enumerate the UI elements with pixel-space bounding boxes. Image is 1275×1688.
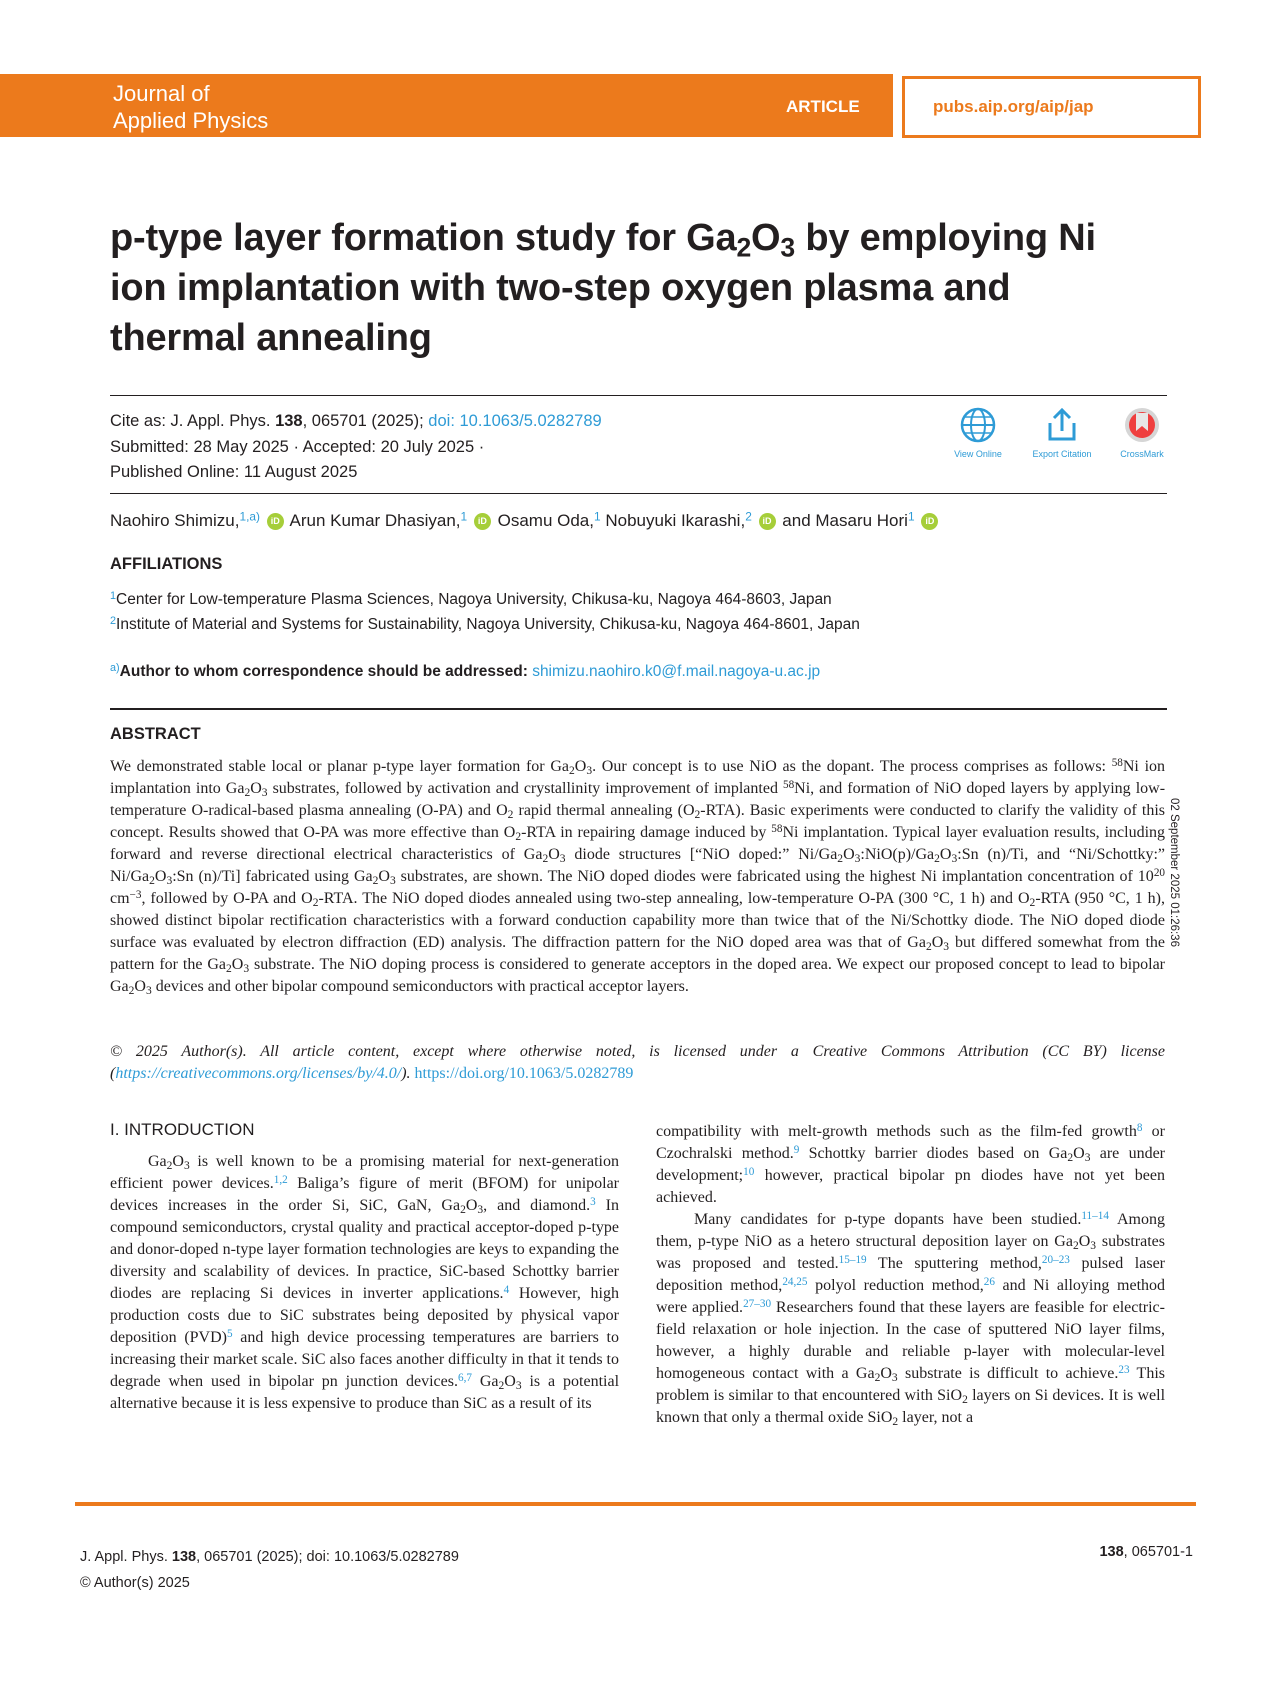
author-name[interactable]: Osamu Oda, (497, 511, 594, 530)
cc-license-link[interactable]: https://creativecommons.org/licenses/by/4.0/ (115, 1065, 402, 1082)
corresponding-mark: a) (110, 662, 120, 675)
license-text: © 2025 Author(s). All article content, except where otherwise noted, is licensed under a Creative Commons Attribution (CC BY) license ( (110, 1043, 1165, 1082)
crossmark-label: CrossMark (1120, 449, 1164, 459)
cite-doi-link[interactable]: doi: 10.1063/5.0282789 (428, 412, 602, 430)
divider (110, 708, 1167, 710)
author-name[interactable]: Arun Kumar Dhasiyan, (289, 511, 461, 530)
divider (110, 395, 1167, 396)
footer-journal: J. Appl. Phys. (80, 1549, 172, 1565)
page-volume: 138 (1099, 1544, 1124, 1560)
author-name[interactable]: Naohiro Shimizu, (110, 511, 240, 530)
footer-rule (75, 1502, 1196, 1506)
title-text-2: O (751, 217, 781, 259)
dates-line-2: Published Online: 11 August 2025 (110, 463, 358, 481)
cite-volume: 138 (275, 412, 303, 430)
author-affiliation-mark: 1,a) (239, 509, 260, 524)
corresponding-email-link[interactable]: shimizu.naohiro.k0@f.mail.nagoya-u.ac.jp (532, 663, 821, 680)
cite-pages: , 065701 (2025); (302, 412, 429, 430)
body-column-right (656, 1121, 1165, 1429)
paragraph: Many candidates for p-type dopants have been studied.$^{11-14}$ Among them, p-type NiO as a hetero structural deposition layer on $Ga_2O_3$ substrates was proposed and tested.$^{15-19}$ The sputtering method,$^{20-23}$ pulsed laser deposition method,$^{24,25}$ polyol reduction method,$^{26}$ and Ni alloying method were applied.$^{27-30}$ Researchers found that these layers are feasible for electric-field relaxation or hole injection. In the case of sputtered NiO layer films, however, a highly durable and reliable p-layer with molecular-level homogeneous contact with a $Ga_2O_3$ substrate is difficult to achieve.$^{23}$ This problem is similar to that encountered with SiO$_2$ layers on Si devices. It is well known that only a thermal oxide SiO$_2$ layer, not a (656, 1209, 1166, 1429)
journal-name-line1: Journal of (113, 81, 210, 106)
page-article-number: , 065701-1 (1123, 1544, 1193, 1560)
download-stamp (1160, 798, 1182, 978)
journal-name[interactable] (113, 80, 268, 134)
journal-url-link[interactable]: pubs.aip.org/aip/jap (933, 97, 1094, 116)
article-title (110, 213, 1110, 363)
license-statement (110, 1041, 1165, 1085)
footer-citation (80, 1544, 459, 1596)
license-close: ). (401, 1065, 415, 1082)
author-name[interactable]: and Masaru Hori (782, 511, 908, 530)
globe-icon (958, 405, 998, 445)
citation-block (110, 409, 602, 486)
body-column-left: $Ga_2O_3$ is well known to be a promising material for next-generation efficient power devices.$^{1,2}$ Baliga’s figure of merit (BFOM) for unipolar devices increases in the order Si, SiC, GaN, $Ga_2O_3$, and diamond.$^3$ In compound semiconductors, crystal quality and practical acceptor-doped p-type and donor-doped n-type layer formation technologies are keys to expanding the diversity and scalability of devices. In practice, SiC-based Schottky barrier diodes are replacing Si devices in inverter applications.$^4$ However, high production costs due to SiC substrates being deposited by physical vapor deposition (PVD)$^5$ and high device processing temperatures are barriers to increasing their market scale. SiC also faces another difficulty in that it tends to degrade when used in bipolar pn junction devices.$^{6,7}$ $Ga_2O_3$ is a potential alternative because it is less expensive to produce than SiC as a result of its (110, 1153, 620, 1412)
author-affiliation-mark: 1 (593, 509, 601, 524)
affiliation-item (110, 616, 860, 634)
orcid-icon[interactable]: iD (267, 513, 284, 530)
crossmark-icon (1122, 405, 1162, 445)
affiliations-heading: AFFILIATIONS (110, 555, 223, 573)
orcid-icon[interactable]: iD (759, 513, 776, 530)
introduction-heading: I. INTRODUCTION (110, 1120, 255, 1139)
author-name[interactable]: Nobuyuki Ikarashi, (605, 511, 746, 530)
paragraph: compatibility with melt-growth methods such as the film-fed growth$^8$ or Czochralski method.$^9$ Schottky barrier diodes based on $Ga_2O_3$ are under development;$^{10}$ however, practical bipolar pn diodes have not yet been achieved. (656, 1121, 1166, 1206)
affiliation-number: 2 (110, 615, 117, 628)
export-citation-button[interactable] (1026, 405, 1098, 459)
title-text-1: p-type layer formation study for Ga (110, 217, 737, 259)
abstract-heading: ABSTRACT (110, 725, 201, 743)
author-affiliation-mark: 1 (907, 509, 915, 524)
page-number (1099, 1544, 1193, 1560)
crossmark-button[interactable] (1106, 405, 1178, 459)
affiliation-number: 1 (110, 590, 117, 603)
doi-link[interactable]: https://doi.org/10.1063/5.0282789 (414, 1065, 634, 1082)
export-citation-label: Export Citation (1032, 449, 1092, 459)
corresponding-label: Author to whom correspondence should be addressed: (119, 663, 533, 680)
article-type-label: ARTICLE (786, 97, 860, 116)
footer-copyright: © Author(s) 2025 (80, 1575, 190, 1591)
abstract-text: We demonstrated stable local or planar p-type layer formation for $Ga_2O_3$. Our concept is to use NiO as the dopant. The process comprises as follows: $^{58}$Ni ion implantation into $Ga_2O_3$ substrates, followed by activation and crystallinity improvement of implanted $^{58}$Ni, and formation of NiO doped layers by applying low-temperature O-radical-based plasma annealing (O-PA) and $O_2$ rapid thermal annealing $(O_2-RTA)$. Basic experiments were conducted to clarify the validity of this concept. Results showed that O-PA was more effective than $O_2$-RTA in repairing damage induced by $^{58}$Ni implantation. Typical layer evaluation results, including forward and reverse directional electrical characteristics of $Ga_2O_3$ diode structures [“NiO doped:” $Ni/Ga_2O_3:NiO(p)/Ga_2O_3:Sn$ (n)/Ti, and “Ni/Schottky:” $Ni/Ga_2O_3:Sn$ (n)/Ti] fabricated using $Ga_2O_3$ substrates, are shown. The NiO doped diodes were fabricated using the highest Ni implantation concentration of $10^{20}$ $cm^{-3}$, followed by O-PA and $O_2$-RTA. The NiO doped diodes annealed using two-step annealing, low-temperature O-PA (300 °C, 1 h) and $O_2$-RTA (950 °C, 1 h), showed distinct bipolar rectification characteristics with a forward conduction capability more than twice that of the Ni/Schottky diode. The NiO doped diode surface was evaluated by electron diffraction (ED) analysis. The diffraction pattern for the NiO doped area was that of $Ga_2O_3$ but differed somewhat from the pattern for the $Ga_2O_3$ substrate. The NiO doping process is considered to generate acceptors in the doped area. We expect our proposed concept to lead to bipolar $Ga_2O_3$ devices and other bipolar compound semiconductors with practical acceptor layers. (110, 756, 1166, 998)
corresponding-author (110, 663, 820, 681)
affiliation-text: Center for Low-temperature Plasma Sciences, Nagoya University, Chikusa-ku, Nagoya 464-8603, Japan (116, 591, 832, 608)
download-timestamp: 02 September 2025 01:26:36 (1168, 798, 1180, 947)
title-subscript-2: 3 (780, 232, 795, 263)
footer-doi: , 065701 (2025); doi: 10.1063/5.0282789 (196, 1549, 459, 1565)
cite-line (110, 409, 602, 435)
affiliation-item (110, 591, 832, 609)
title-subscript-1: 2 (736, 232, 752, 263)
journal-name-line2: Applied Physics (113, 108, 269, 133)
view-online-label: View Online (954, 449, 1002, 459)
cite-label: Cite as: J. Appl. Phys. (110, 412, 276, 430)
divider (110, 493, 1167, 494)
author-affiliation-mark: 1 (460, 509, 468, 524)
export-icon (1042, 405, 1082, 445)
title-text-3: by employing Ni ion implantation with two-step oxygen plasma and thermal annealing (110, 217, 1096, 359)
orcid-icon[interactable]: iD (474, 513, 491, 530)
dates-line-1: Submitted: 28 May 2025 · Accepted: 20 July 2025 · (110, 437, 485, 456)
author-list (110, 511, 940, 531)
footer-line-1 (80, 1544, 459, 1570)
view-online-button[interactable] (942, 405, 1014, 459)
affiliation-text: Institute of Material and Systems for Sustainability, Nagoya University, Chikusa-ku, Nagoya 464-8601, Japan (116, 616, 860, 633)
author-affiliation-mark: 2 (745, 509, 752, 524)
orcid-icon[interactable]: iD (921, 513, 938, 530)
footer-volume: 138 (171, 1549, 197, 1565)
